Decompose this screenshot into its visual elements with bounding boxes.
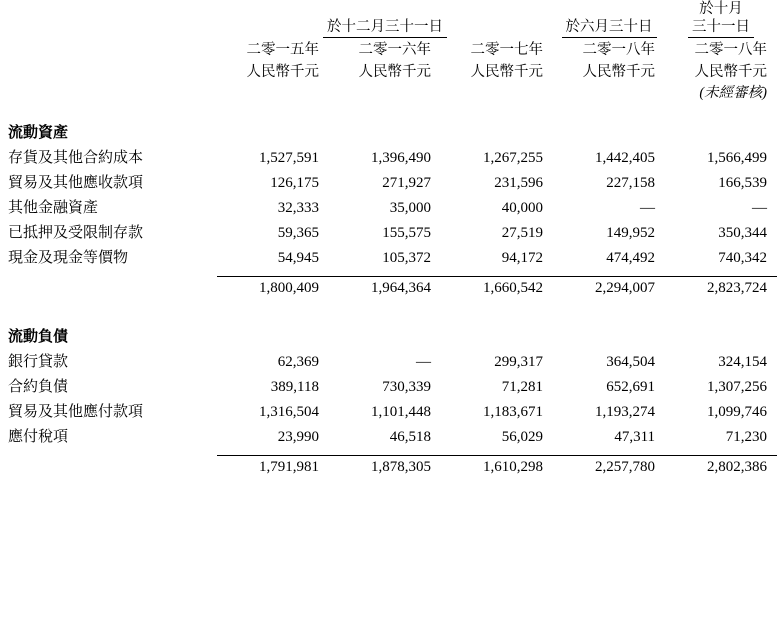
table-row xyxy=(0,348,777,373)
table-row xyxy=(0,244,777,269)
section-title-current-liabilities: 流動負債 xyxy=(8,328,69,345)
header-group-december-label: 於十二月三十一日 xyxy=(323,18,447,38)
table-row xyxy=(0,373,777,398)
row-value: 1,183,671 xyxy=(483,403,544,420)
row-value: 59,365 xyxy=(277,224,319,241)
total-value: 1,878,305 xyxy=(329,455,441,478)
total-value: 2,257,780 xyxy=(553,455,665,478)
total-value: 2,823,724 xyxy=(665,276,777,299)
header-note-5: (未經審核) xyxy=(699,85,768,102)
row-value: 227,158 xyxy=(606,174,656,191)
row-value: 1,442,405 xyxy=(595,149,656,166)
row-value: 271,927 xyxy=(382,174,431,191)
table-row xyxy=(0,169,777,194)
row-value: 105,372 xyxy=(382,249,431,266)
header-year-1: 二零一五年 xyxy=(246,42,319,59)
row-value: 40,000 xyxy=(501,199,544,216)
row-value: 1,099,746 xyxy=(707,403,768,420)
row-value: 71,230 xyxy=(725,428,768,445)
row-label: 合約負債 xyxy=(8,378,69,395)
row-value: 56,029 xyxy=(501,428,544,445)
header-note-3 xyxy=(441,83,553,105)
row-value: 364,504 xyxy=(606,353,656,370)
row-label: 貿易及其他應收款項 xyxy=(8,174,144,191)
header-note-2 xyxy=(329,83,441,105)
header-unit-5: 人民幣千元 xyxy=(694,63,768,80)
spacer xyxy=(0,269,777,277)
row-value: 32,333 xyxy=(277,199,319,216)
spacer xyxy=(0,105,777,117)
row-value: — xyxy=(640,199,656,216)
header-corner xyxy=(0,0,217,40)
table-row xyxy=(0,219,777,244)
row-label: 銀行貸款 xyxy=(8,353,69,370)
row-label: 其他金融資產 xyxy=(8,199,99,216)
row-value: 149,952 xyxy=(606,224,656,241)
header-year-blank xyxy=(0,40,217,62)
header-note-4 xyxy=(553,83,665,105)
total-value: 1,610,298 xyxy=(441,455,553,478)
header-year-3: 二零一七年 xyxy=(470,42,544,59)
spacer xyxy=(0,448,777,456)
row-value: 474,492 xyxy=(606,249,656,266)
section-title-row xyxy=(0,117,777,144)
row-value: 1,101,448 xyxy=(371,403,431,420)
row-value: 231,596 xyxy=(494,174,544,191)
row-value: 1,566,499 xyxy=(707,149,768,166)
header-unit-1: 人民幣千元 xyxy=(246,63,319,80)
total-value: 1,964,364 xyxy=(329,276,441,299)
row-value: 1,267,255 xyxy=(483,149,544,166)
total-value: 1,800,409 xyxy=(217,276,329,299)
header-group-december xyxy=(217,0,553,40)
row-value: 35,000 xyxy=(389,199,431,216)
row-value: 1,193,274 xyxy=(595,403,656,420)
header-year-5: 二零一八年 xyxy=(694,42,768,59)
section-total-row xyxy=(0,455,777,478)
section-title-row xyxy=(0,321,777,348)
total-value: 2,294,007 xyxy=(553,276,665,299)
row-value: — xyxy=(752,199,768,216)
row-value: 730,339 xyxy=(382,378,431,395)
table-row xyxy=(0,194,777,219)
header-unit-2: 人民幣千元 xyxy=(358,63,431,80)
header-group-october xyxy=(665,0,777,40)
section-title-current-assets: 流動資產 xyxy=(8,124,69,141)
header-note-1 xyxy=(217,83,329,105)
header-group-row xyxy=(0,0,777,40)
row-value: 1,316,504 xyxy=(259,403,319,420)
row-value: 27,519 xyxy=(501,224,544,241)
row-value: 389,118 xyxy=(270,378,319,395)
row-value: 740,342 xyxy=(718,249,768,266)
total-label xyxy=(0,455,217,478)
row-value: 71,281 xyxy=(501,378,544,395)
row-value: 1,527,591 xyxy=(259,149,319,166)
row-value: 46,518 xyxy=(389,428,431,445)
header-unit-4: 人民幣千元 xyxy=(582,63,656,80)
row-value: 47,311 xyxy=(614,428,656,445)
header-unit-blank xyxy=(0,62,217,84)
header-note-blank xyxy=(0,83,217,105)
row-value: 1,396,490 xyxy=(371,149,431,166)
row-value: 1,307,256 xyxy=(707,378,768,395)
row-label: 已抵押及受限制存款 xyxy=(8,224,144,241)
table-row xyxy=(0,423,777,448)
row-value: 23,990 xyxy=(277,428,319,445)
total-label xyxy=(0,276,217,299)
header-group-october-label xyxy=(688,0,754,38)
row-value: 350,344 xyxy=(718,224,768,241)
row-value: 62,369 xyxy=(277,353,319,370)
row-value: — xyxy=(416,353,431,370)
header-year-4: 二零一八年 xyxy=(582,42,656,59)
header-group-june-label: 於六月三十日 xyxy=(562,18,657,38)
header-note-row xyxy=(0,83,777,105)
header-group-june xyxy=(553,0,665,40)
total-value: 1,660,542 xyxy=(441,276,553,299)
row-value: 324,154 xyxy=(718,353,768,370)
row-label: 現金及現金等價物 xyxy=(8,249,129,266)
table-row xyxy=(0,144,777,169)
header-group-october-line2: 三十一日 xyxy=(692,19,751,36)
row-value: 166,539 xyxy=(718,174,768,191)
row-value: 155,575 xyxy=(382,224,431,241)
row-value: 299,317 xyxy=(494,353,544,370)
spacer xyxy=(0,299,777,321)
row-label: 應付稅項 xyxy=(8,428,69,445)
header-unit-3: 人民幣千元 xyxy=(470,63,544,80)
row-value: 94,172 xyxy=(501,249,544,266)
row-value: 126,175 xyxy=(270,174,319,191)
table-row xyxy=(0,398,777,423)
header-year-row xyxy=(0,40,777,62)
row-label: 存貨及其他合約成本 xyxy=(8,149,144,166)
row-label: 貿易及其他應付款項 xyxy=(8,403,144,420)
row-value: 652,691 xyxy=(606,378,656,395)
total-value: 1,791,981 xyxy=(217,455,329,478)
total-value: 2,802,386 xyxy=(665,455,777,478)
row-value: 54,945 xyxy=(277,249,319,266)
header-year-2: 二零一六年 xyxy=(358,42,431,59)
header-group-october-line1: 於十月 xyxy=(699,1,743,17)
header-unit-row xyxy=(0,62,777,84)
section-total-row xyxy=(0,276,777,299)
